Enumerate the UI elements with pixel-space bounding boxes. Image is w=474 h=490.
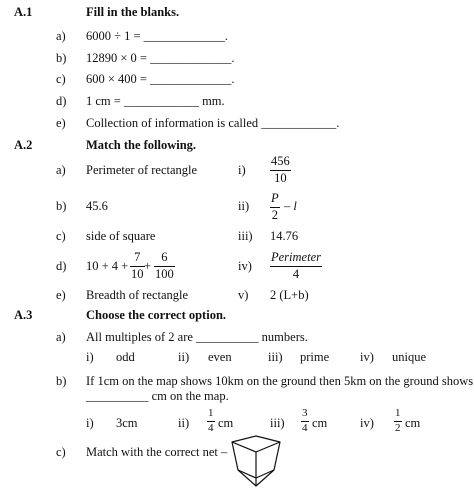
a2-left-b-label: b)	[56, 199, 67, 213]
fraction-denominator: 4	[292, 266, 300, 281]
fraction-denominator: 4	[302, 422, 308, 434]
a2-right-v-label: v)	[238, 288, 249, 302]
a2-right-ii-suffix: – l	[284, 199, 297, 213]
a3-qb-option-iii-label: iii)	[270, 416, 285, 430]
a2-left-a-text: Perimeter of rectangle	[86, 163, 198, 177]
a3-qa-label: a)	[56, 330, 66, 344]
a2-right-v-text: 2 (L+b)	[270, 288, 309, 302]
a1-item-b-text: 12890 × 0 = _____________.	[86, 51, 235, 65]
fraction-denominator: 10	[274, 170, 287, 185]
a3-qa-option-i-label: i)	[86, 350, 94, 364]
fraction-numerator: 7	[134, 250, 141, 264]
a2-left-d-label: d)	[56, 259, 67, 273]
a1-item-e-text: Collection of information is called ____________.	[86, 116, 340, 130]
a1-item-b-label: b)	[56, 51, 67, 65]
a3-qb-option-i-label: i)	[86, 416, 94, 430]
a3-qa-option-iv-label: iv)	[360, 350, 374, 364]
fraction-denominator: 4	[208, 422, 214, 434]
a1-item-c-label: c)	[56, 72, 66, 86]
a2-right-i-fraction	[270, 155, 291, 184]
a3-qa-option-ii-text: even	[208, 350, 232, 364]
a3-qc-label: c)	[56, 445, 66, 459]
a3-qa-option-i-text: odd	[116, 350, 135, 364]
a3-qa-text: All multiples of 2 are __________ numbers.	[86, 330, 308, 344]
a2-left-b-text: 45.6	[86, 199, 108, 213]
a2-right-ii-fraction	[270, 192, 280, 221]
fraction-numerator: 3	[302, 407, 308, 419]
section-a1-number: A.1	[14, 5, 33, 19]
a3-qb-option-iv-unit: cm	[405, 416, 421, 430]
a1-item-d-label: d)	[56, 94, 67, 108]
fraction-denominator: 2	[395, 422, 401, 434]
a3-qb-label: b)	[56, 374, 67, 388]
section-a3-number: A.3	[14, 308, 33, 322]
a3-qb-option-iii-unit: cm	[312, 416, 328, 430]
a1-item-d-text: 1 cm = ____________ mm.	[86, 94, 225, 108]
a3-qa-option-ii-label: ii)	[178, 350, 190, 364]
fraction-numerator: 6	[161, 250, 168, 264]
a2-left-d-fraction-1	[130, 251, 145, 280]
a3-qb-option-iv-fraction	[394, 408, 402, 434]
a2-right-iii-text: 14.76	[270, 229, 299, 243]
fraction-numerator: 456	[271, 154, 290, 168]
section-a2-title: Match the following.	[86, 138, 197, 152]
a1-item-e-label: e)	[56, 116, 66, 130]
a3-qb-option-iii-fraction	[301, 408, 309, 434]
a2-left-c-label: c)	[56, 229, 66, 243]
a3-qb-option-iv-label: iv)	[360, 416, 374, 430]
a2-left-c-text: side of square	[86, 229, 156, 243]
fraction-numerator: Perimeter	[271, 250, 321, 264]
triangular-prism-figure	[226, 434, 286, 490]
a2-left-d-plus: +	[144, 259, 152, 273]
section-a1-title: Fill in the blanks.	[86, 5, 180, 19]
a3-qb-line2: __________ cm on the map.	[86, 389, 229, 403]
fraction-denominator: 10	[131, 266, 144, 281]
a2-right-iv-label: iv)	[238, 259, 252, 273]
a3-qc-text: Match with the correct net –	[86, 445, 228, 459]
fraction-denominator: 2	[271, 207, 278, 222]
fraction-numerator: P	[271, 191, 279, 205]
a2-left-e-text: Breadth of rectangle	[86, 288, 189, 302]
a1-item-a-label: a)	[56, 29, 66, 43]
a3-qb-option-ii-fraction	[207, 408, 215, 434]
a2-right-ii-label: ii)	[238, 199, 250, 213]
a3-qa-option-iii-label: iii)	[268, 350, 283, 364]
a1-item-c-text: 600 × 400 = _____________.	[86, 72, 235, 86]
a3-qa-option-iv-text: unique	[392, 350, 427, 364]
a2-left-e-label: e)	[56, 288, 66, 302]
a3-qa-option-iii-text: prime	[300, 350, 330, 364]
a2-right-i-label: i)	[238, 163, 246, 177]
fraction-denominator: 100	[155, 266, 174, 281]
section-a3-title: Choose the correct option.	[86, 308, 227, 322]
fraction-numerator: 1	[395, 407, 401, 419]
a2-left-a-label: a)	[56, 163, 66, 177]
a3-qb-option-ii-unit: cm	[218, 416, 234, 430]
a1-item-a-text: 6000 ÷ 1 = _____________.	[86, 29, 229, 43]
a2-right-iii-label: iii)	[238, 229, 253, 243]
section-a2-number: A.2	[14, 138, 33, 152]
fraction-numerator: 1	[208, 407, 214, 419]
a2-left-d-prefix: 10 + 4 +	[86, 259, 129, 273]
a3-qb-option-ii-label: ii)	[178, 416, 190, 430]
a2-left-d-fraction-2	[154, 251, 175, 280]
a2-right-iv-fraction	[270, 251, 322, 280]
a3-qb-line1: If 1cm on the map shows 10km on the ground then 5km on the ground shows	[86, 374, 474, 388]
a3-qb-option-i-text: 3cm	[116, 416, 138, 430]
